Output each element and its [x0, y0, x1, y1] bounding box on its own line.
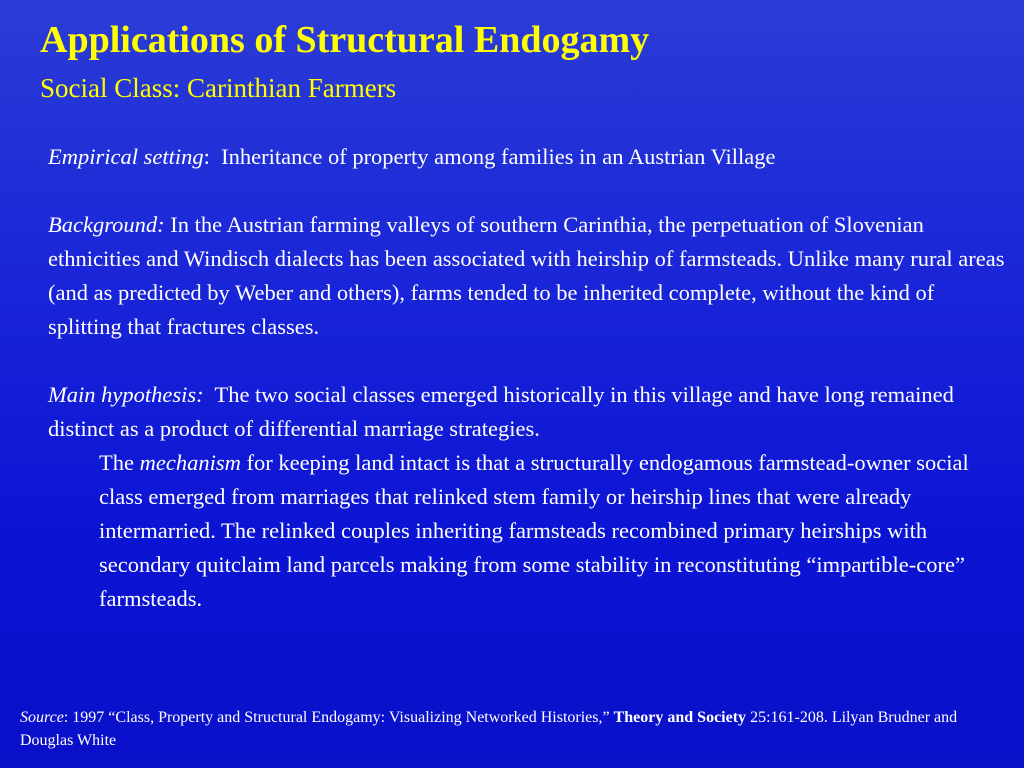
- slide-title: Applications of Structural Endogamy: [40, 19, 650, 61]
- slide-body: [48, 140, 1008, 616]
- source-label: Source: [20, 709, 64, 726]
- source-text-part2: 25:161-208. Lilyan Brudner and Douglas White: [20, 709, 958, 749]
- mechanism-text: for keeping land intact is that a structurally endogamous farmstead-owner social class emerged from marriages that relinked stem family or heirship lines that were already intermarried. The relinked couples inheriting farmsteads recombined primary heirships with secondary quitclaim land parcels making from some stability in reconstituting “impartible-core” farmsteads.: [99, 450, 969, 611]
- source-citation: [20, 706, 1010, 752]
- source-journal: Theory and Society: [613, 709, 747, 726]
- main-hypothesis-paragraph: [48, 378, 1008, 446]
- source-text-part1: : 1997 “Class, Property and Structural Endogamy: Visualizing Networked Histories,”: [63, 709, 614, 726]
- mechanism-paragraph: [99, 446, 1008, 616]
- slide-subtitle: Social Class: Carinthian Farmers: [40, 73, 397, 103]
- empirical-setting-paragraph: [48, 140, 1008, 174]
- spacer: [48, 344, 1008, 378]
- background-label: Background:: [48, 212, 165, 237]
- main-hypothesis-label: Main hypothesis:: [48, 382, 204, 407]
- mechanism-label: mechanism: [139, 450, 241, 475]
- empirical-setting-label: Empirical setting: [48, 144, 204, 169]
- main-hypothesis-text: The two social classes emerged historically in this village and have long remained distinct as a product of differential marriage strategies.: [48, 382, 960, 441]
- mechanism-prefix: The: [99, 450, 140, 475]
- background-text: In the Austrian farming valleys of southern Carinthia, the perpetuation of Slovenian ethnicities and Windisch dialects has been associated with heirship of farmsteads. Unlike many rural areas (and as predicted by Weber and others), farms tended to be inherited complete, without the kind of splitting that fractures classes.: [48, 212, 1005, 339]
- empirical-setting-separator: :: [203, 144, 222, 169]
- spacer: [48, 174, 1008, 208]
- background-paragraph: [48, 208, 1008, 344]
- empirical-setting-text: Inheritance of property among families in an Austrian Village: [221, 144, 776, 169]
